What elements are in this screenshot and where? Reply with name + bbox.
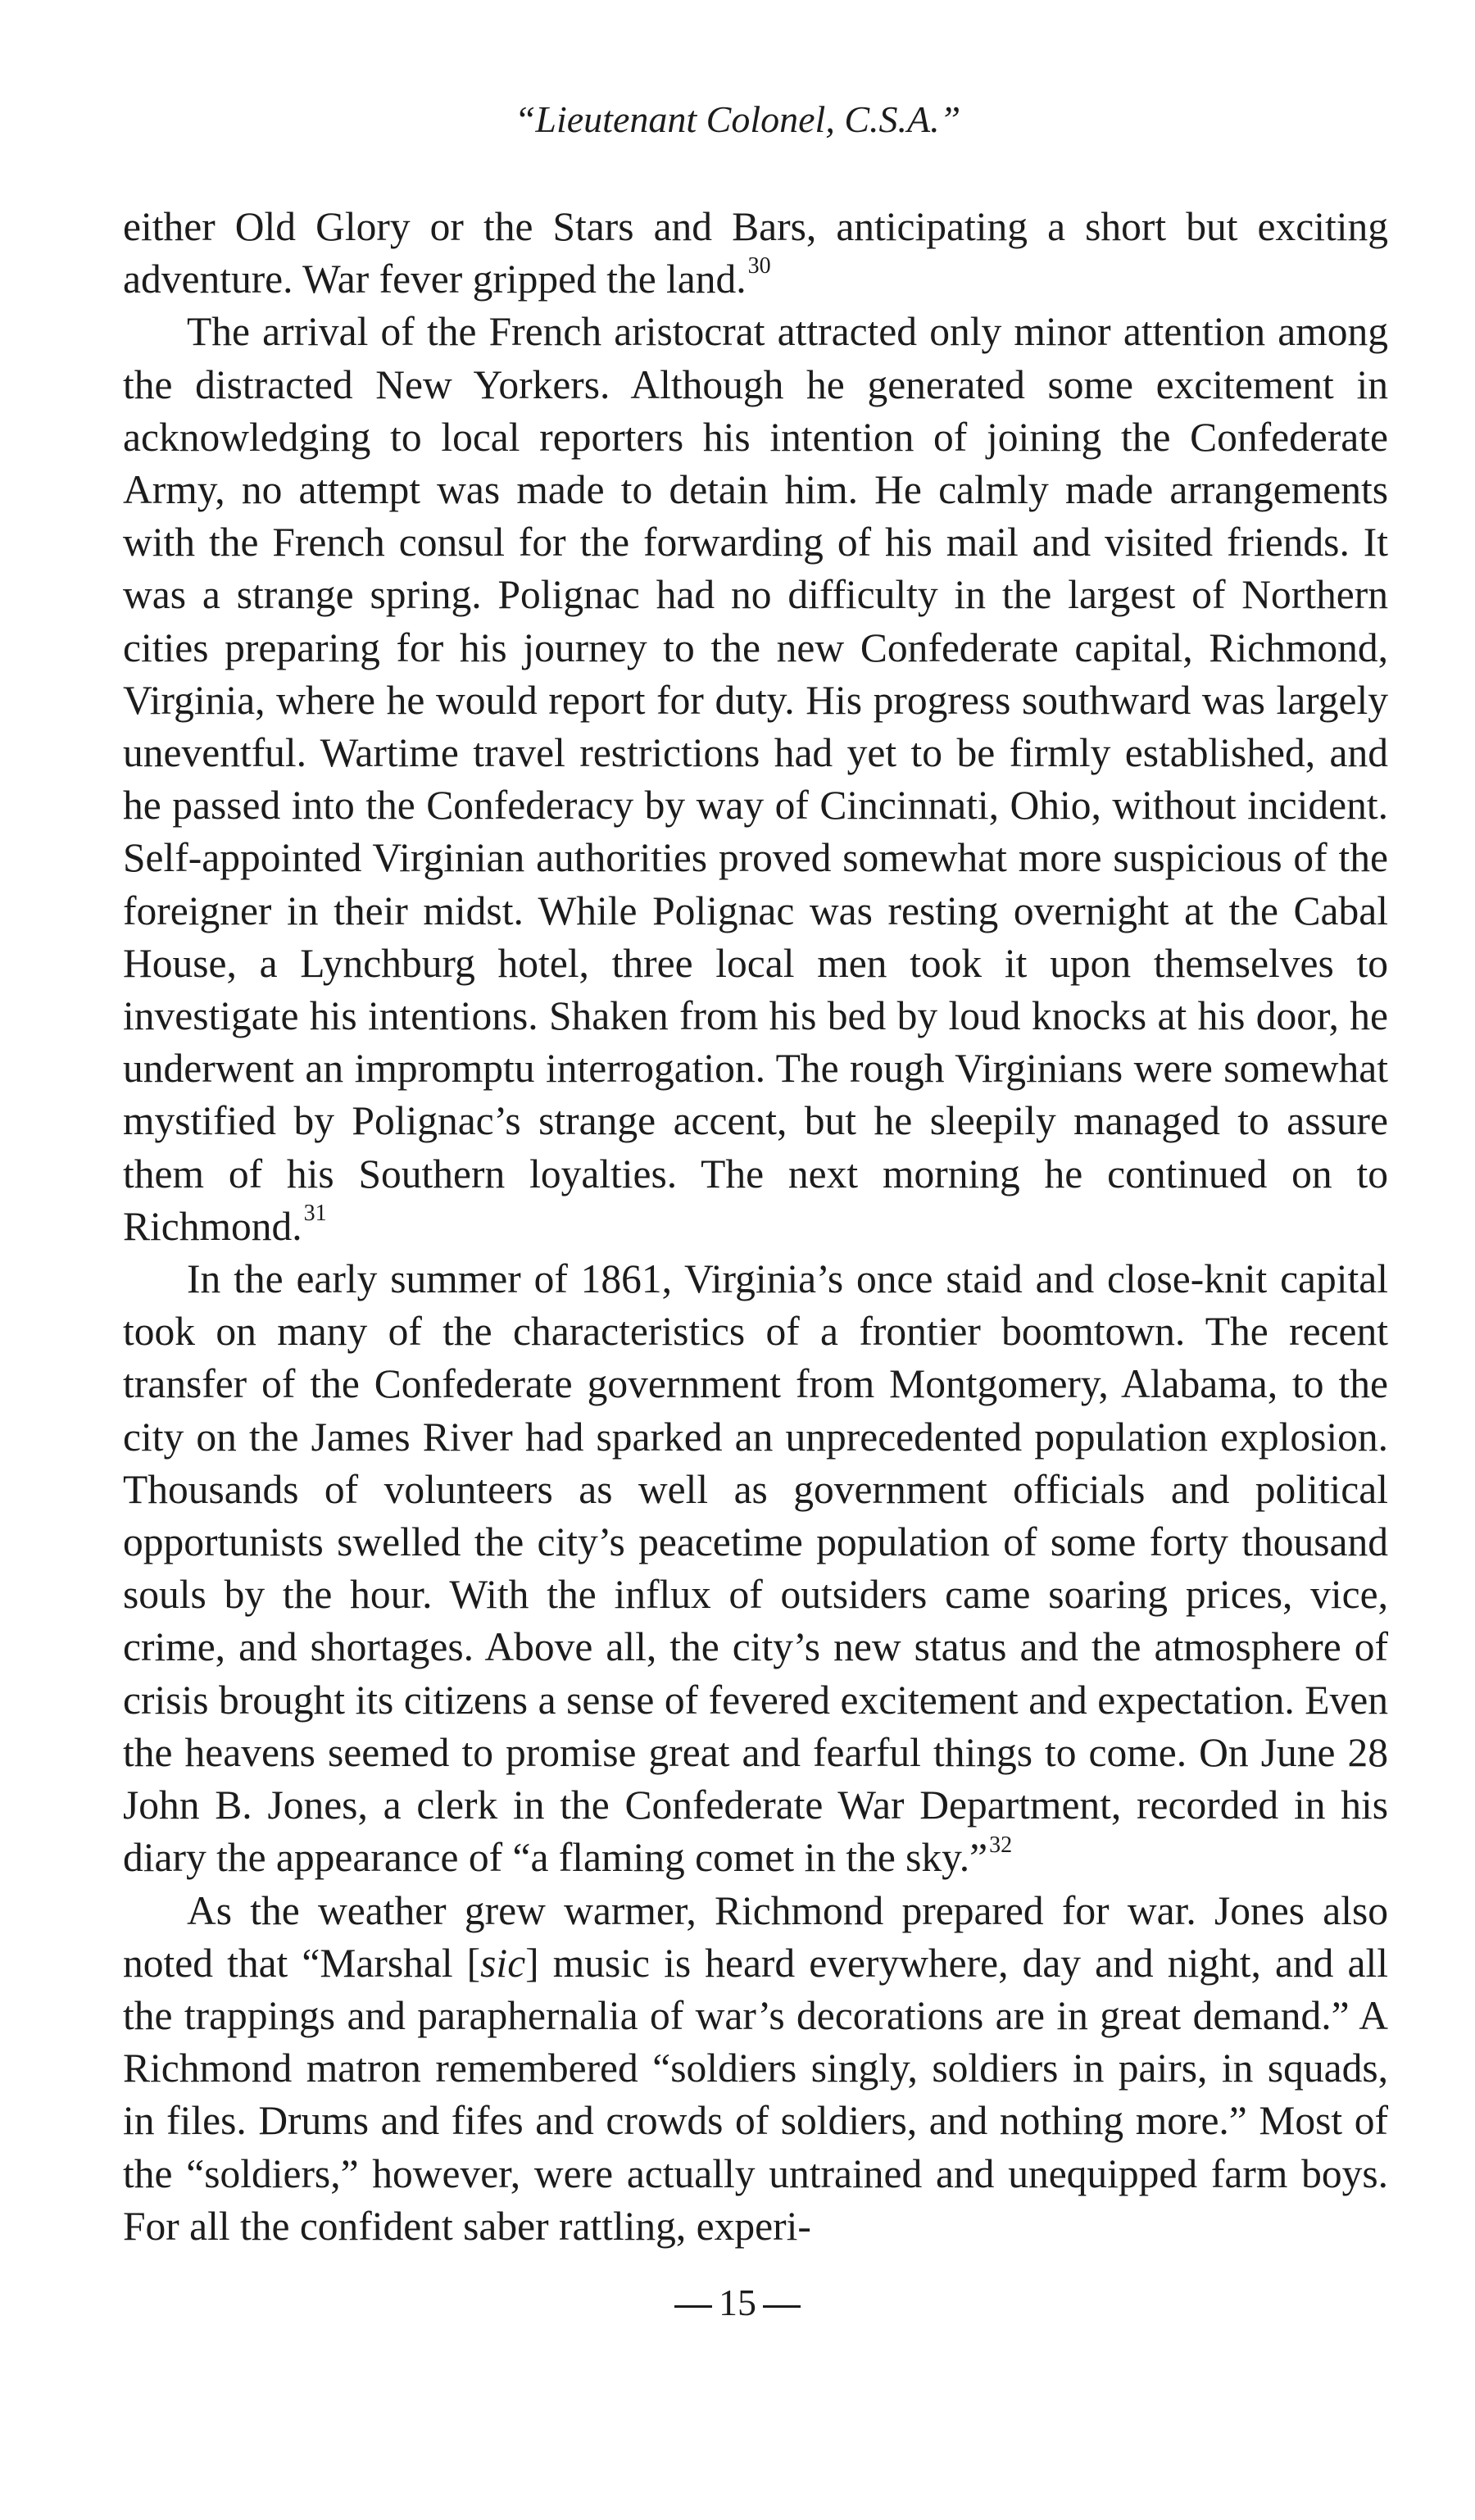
paragraph-4 [123,1885,1388,2253]
paragraph-1-text: either Old Glory or the Stars and Bars, anticipating a short but exciting adventure. War fever gripped the land. [123,204,1388,302]
paragraph-4-text-a: As the weather grew warmer, Richmond prepared for war. Jones also noted that “Marshal [ [123,1887,1388,1986]
paragraph-1 [123,201,1388,306]
body-text [123,201,1388,2253]
footnote-ref-31: 31 [303,1201,327,1227]
running-head: “Lieutenant Colonel, C.S.A.” [514,98,961,140]
footnote-ref-32: 32 [989,1832,1013,1858]
paragraph-2-text: The arrival of the French aristocrat attracted only minor attention among the distracted New Yorkers. Although he generated some excitement in acknowledging to local reporters his intention of joining the Confederate Army, no attempt was made to detain him. He calmly made arrangements with the French consul for the forwarding of his mail and visited friends. It was a strange spring. Polignac had no difficulty in the largest of Northern cities preparing for his journey to the new Confederate capital, Richmond, Virginia, where he would report for duty. His progress southward was largely uneventful. Wartime travel restrictions had yet to be firmly established, and he passed into the Confederacy by way of Cincinnati, Ohio, without incident. Self-appointed Virginian authorities proved somewhat more suspicious of the foreigner in their midst. While Polignac was resting overnight at the Cabal House, a Lynchburg hotel, three local men took it upon themselves to investigate his intentions. Shaken from his bed by loud knocks at his door, he underwent an impromptu interrogation. The rough Virginians were somewhat mystified by Polignac’s strange accent, but he sleepily managed to assure them of his Southern loyalties. The next morning he continued on to Richmond. [123,309,1388,1249]
footnote-ref-30: 30 [747,253,771,279]
folio-dash-left [674,2305,712,2308]
page-number [0,2278,1475,2327]
folio-dash-right [763,2305,801,2308]
sic-italic: sic [480,1940,526,1986]
paragraph-4-text-b: ] music is heard everywhere, day and night, and all the trappings and paraphernalia of war’s decorations are in great demand.” A Richmond matron remembered “soldiers singly, soldiers in pairs, in squads, in files. Drums and fifes and crowds of soldiers, and nothing more.” Most of the “soldiers,” however, were actually untrained and unequipped farm boys. For all the confident saber rattling, experi- [123,1940,1389,2249]
paragraph-3-text: In the early summer of 1861, Virginia’s once staid and close-knit capital took on many of the characteristics of a frontier boomtown. The recent transfer of the Confederate government from Montgomery, Alabama, to the city on the James River had sparked an unprecedented population explosion. Thousands of volunteers as well as government officials and political opportunists swelled the city’s peacetime population of some forty thousand souls by the hour. With the influx of outsiders came soaring prices, vice, crime, and shortages. Above all, the city’s new status and the atmosphere of crisis brought its citizens a sense of fevered excitement and expectation. Even the heavens seemed to promise great and fearful things to come. On June 28 John B. Jones, a clerk in the Confederate War Department, recorded in his diary the appearance of “a flaming comet in the sky.” [123,1256,1388,1881]
paragraph-3 [123,1253,1388,1884]
paragraph-2 [123,306,1388,1253]
page-number-value: 15 [719,2282,756,2323]
